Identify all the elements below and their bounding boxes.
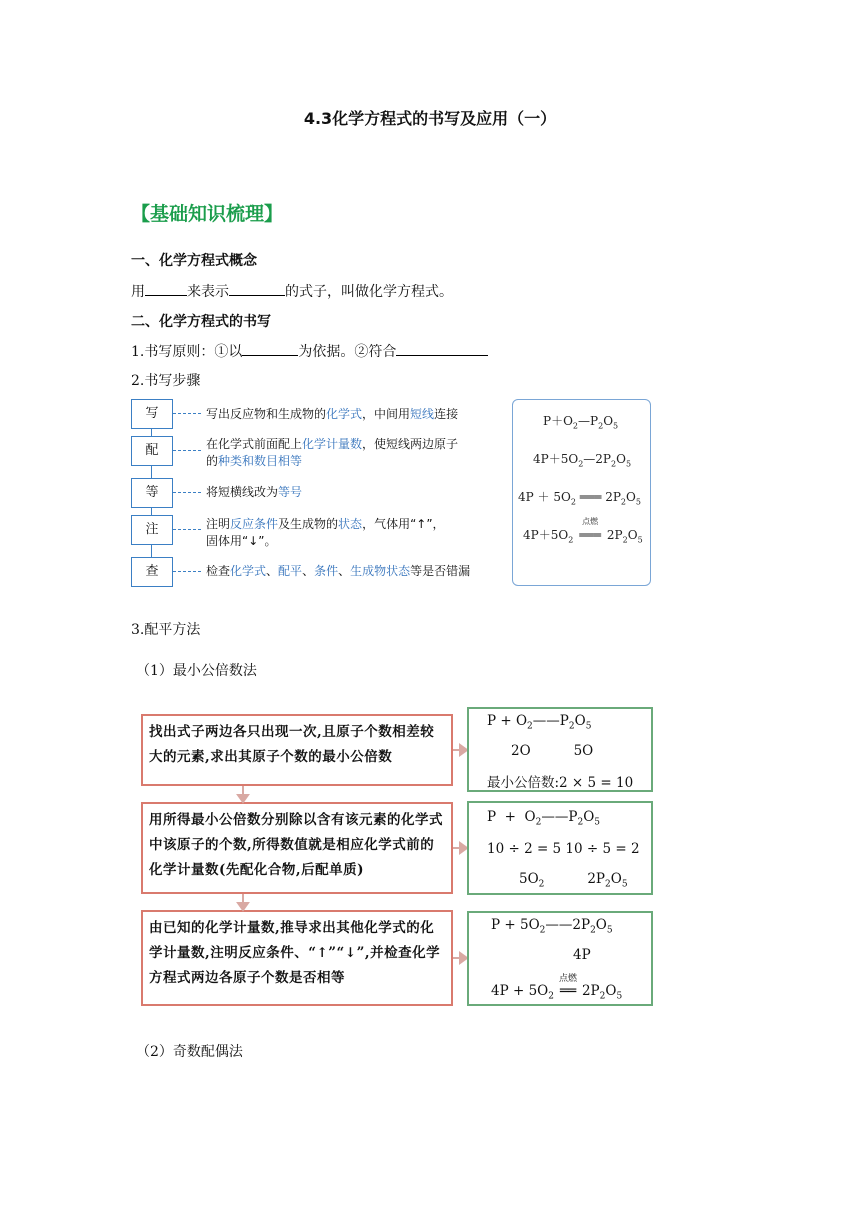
concept-text-1: 用 — [131, 284, 145, 300]
condition-ignite: 点燃 — [582, 517, 599, 526]
step-text-segment: 反应条件 — [230, 517, 279, 531]
step-text-segment: 化学式 — [230, 564, 267, 578]
step-text-segment: ，使短线两边原子 — [362, 437, 459, 451]
step-text-segment: 、 — [266, 564, 279, 578]
lcm-result-1-line-3: 最小公倍数:2 × 5 = 10 — [487, 775, 634, 791]
steps-heading: 2.书写步骤 — [131, 373, 201, 389]
step-text-segment: ，气体用“↑”， — [362, 517, 445, 531]
equation-3: $4P + 5O_2$ ═══ $2P_2O_5$ — [518, 490, 641, 507]
step-text-segment: 及生成物的 — [278, 517, 339, 531]
step-text-segment: 、 — [302, 564, 315, 578]
page-title: 4.3化学方程式的书写及应用（一） — [303, 109, 557, 128]
lcm-result-1 — [467, 707, 653, 792]
lcm-result-3-line-1: $P + 5O_2——2P_2O_5$ — [491, 917, 613, 936]
concept-text-3: 的式子，叫做化学方程式。 — [285, 284, 453, 300]
step-text-segment: 等号 — [278, 485, 303, 499]
heading-writing: 二、化学方程式的书写 — [131, 314, 271, 330]
principle-text-2: 为依据。②符合 — [298, 344, 397, 360]
step-text-segment: 注明 — [206, 517, 231, 531]
step-text-segment: 状态 — [338, 517, 363, 531]
heading-concept: 一、化学方程式概念 — [131, 253, 257, 269]
step-text-segment: 、 — [338, 564, 351, 578]
step-text-segment: 的 — [206, 454, 219, 468]
lcm-step-3: 由已知的化学计量数,推导求出其他化学式的化学计量数,注明反应条件、“↑”“↓”,并检查化学方程式两边各原子个数是否相等 — [141, 910, 453, 1006]
step-text-segment: 种类和数目相等 — [218, 454, 303, 468]
step-text-segment: 连接 — [434, 407, 459, 421]
lcm-result-2 — [467, 801, 653, 895]
lcm-result-1-line-1: $P + O_2——P_2O_5$ — [487, 713, 592, 732]
step-text-segment: 将短横线改为 — [206, 485, 279, 499]
step-text-segment: 写出反应物和生成物的 — [206, 407, 327, 421]
equation-2: $4P+5O_2—2P_2O_5$ — [533, 452, 632, 469]
lcm-heading: （1）最小公倍数法 — [136, 663, 257, 679]
step-text-segment: 配平 — [278, 564, 303, 578]
lcm-result-2-line-1: $P + O_2——P_2O_5$ — [487, 809, 601, 828]
step-text-segment: 条件 — [314, 564, 339, 578]
step-text-segment: 化学式 — [326, 407, 363, 421]
step-text-segment: 在化学式前面配上 — [206, 437, 303, 451]
lcm-step-1: 找出式子两边各只出现一次,且原子个数相差较大的元素,求出其原子个数的最小公倍数 — [141, 714, 453, 786]
concept-text-2: 来表示 — [187, 284, 229, 300]
step-text-segment: 化学计量数 — [302, 437, 363, 451]
step-box-2: 配 — [131, 436, 173, 466]
lcm-result-3-line-2: 4P — [573, 947, 591, 963]
step-text-segment: 检查 — [206, 564, 231, 578]
lcm-result-3-line-3: $4P + 5O_2$ 点燃 ══ $2P_2O_5$ — [491, 983, 622, 1002]
section-heading: 【基础知识梳理】 — [131, 203, 284, 225]
step-text-segment: 生成物状态 — [350, 564, 411, 578]
step-box-5: 查 — [131, 557, 173, 587]
step-text-segment: 固体用“↓”。 — [206, 534, 277, 548]
step-box-4: 注 — [131, 515, 173, 545]
equation-4: $4P+5O_2$ 点燃 ═══ $2P_2O_5$ — [523, 517, 643, 545]
step-box-3: 等 — [131, 478, 173, 508]
step-text-segment: 短线 — [410, 407, 435, 421]
lcm-result-1-line-2: 2O 5O — [511, 743, 594, 759]
lcm-result-2-line-2: 10 ÷ 2 = 5 10 ÷ 5 = 2 — [487, 841, 640, 857]
lcm-step-2: 用所得最小公倍数分别除以含有该元素的化学式中该原子的个数,所得数值就是相应化学式前的化学计量数(先配化合物,后配单质) — [141, 802, 453, 894]
lcm-result-2-line-3: $5O_2$ $2P_2O_5$ — [519, 871, 628, 890]
principle-text-1: 1.书写原则：①以 — [131, 344, 243, 360]
odd-heading: （2）奇数配偶法 — [136, 1044, 243, 1060]
step-box-1: 写 — [131, 399, 173, 429]
step-text-segment: ，中间用 — [362, 407, 411, 421]
lcm-result-3 — [467, 911, 653, 1006]
step-text-segment: 等是否错漏 — [410, 564, 471, 578]
equation-1: $P+O_2—P_2O_5$ — [543, 414, 619, 431]
condition-ignite-2: 点燃 — [558, 974, 577, 984]
method-heading: 3.配平方法 — [131, 622, 201, 638]
